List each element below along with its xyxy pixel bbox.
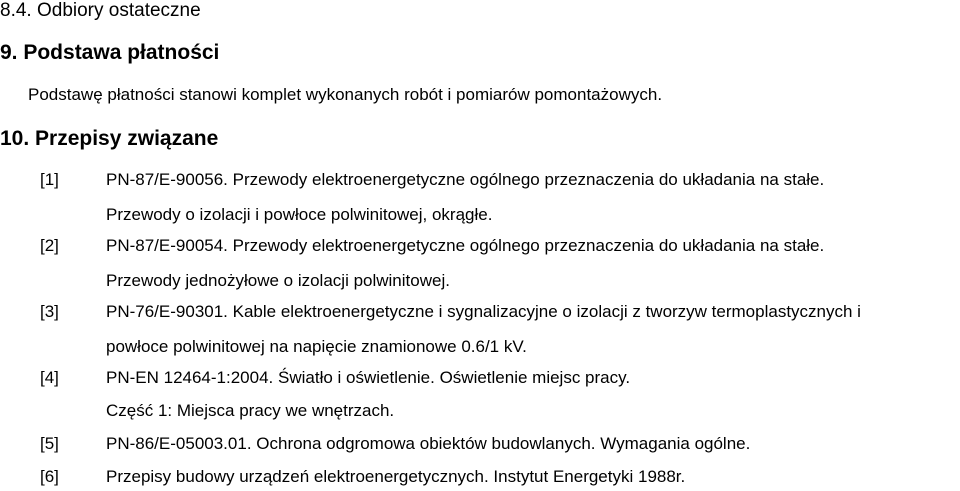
reference-number: [4]: [40, 368, 59, 387]
reference-text-line-1: PN-86/E-05003.01. Ochrona odgromowa obiektów budowlanych. Wymagania ogólne.: [106, 434, 751, 453]
reference-text-line-2: Przewody jednożyłowe o izolacji polwinitowej.: [106, 271, 450, 290]
section-9-text: Podstawę płatności stanowi komplet wykonanych robót i pomiarów pomontażowych.: [28, 85, 663, 104]
section-8-4-heading: 8.4. Odbiory ostateczne: [0, 0, 201, 21]
reference-number: [3]: [40, 302, 59, 321]
reference-text-line-1: PN-87/E-90056. Przewody elektroenergetyczne ogólnego przeznaczenia do układania na stałe.: [106, 170, 825, 189]
reference-text-line-1: PN-87/E-90054. Przewody elektroenergetyczne ogólnego przeznaczenia do układania na stałe.: [106, 236, 825, 255]
reference-number: [1]: [40, 170, 59, 189]
reference-number: [5]: [40, 434, 59, 453]
reference-text-line-1: PN-EN 12464-1:2004. Światło i oświetlenie. Oświetlenie miejsc pracy.: [106, 368, 631, 387]
reference-text-line-2: powłoce polwinitowej na napięcie znamionowe 0.6/1 kV.: [106, 337, 527, 356]
reference-number: [2]: [40, 236, 59, 255]
section-10-heading: 10. Przepisy związane: [0, 127, 219, 150]
reference-number: [6]: [40, 467, 59, 486]
reference-text-line-2: Przewody o izolacji i powłoce polwinitowej, okrągłe.: [106, 205, 493, 224]
reference-text-line-2: Część 1: Miejsca pracy we wnętrzach.: [106, 401, 395, 420]
reference-text-line-1: Przepisy budowy urządzeń elektroenergetycznych. Instytut Energetyki 1988r.: [106, 467, 686, 486]
section-9-heading: 9. Podstawa płatności: [0, 41, 220, 64]
reference-text-line-1: PN-76/E-90301. Kable elektroenergetyczne i sygnalizacyjne o izolacji z tworzyw termoplastycznych i: [106, 302, 861, 321]
